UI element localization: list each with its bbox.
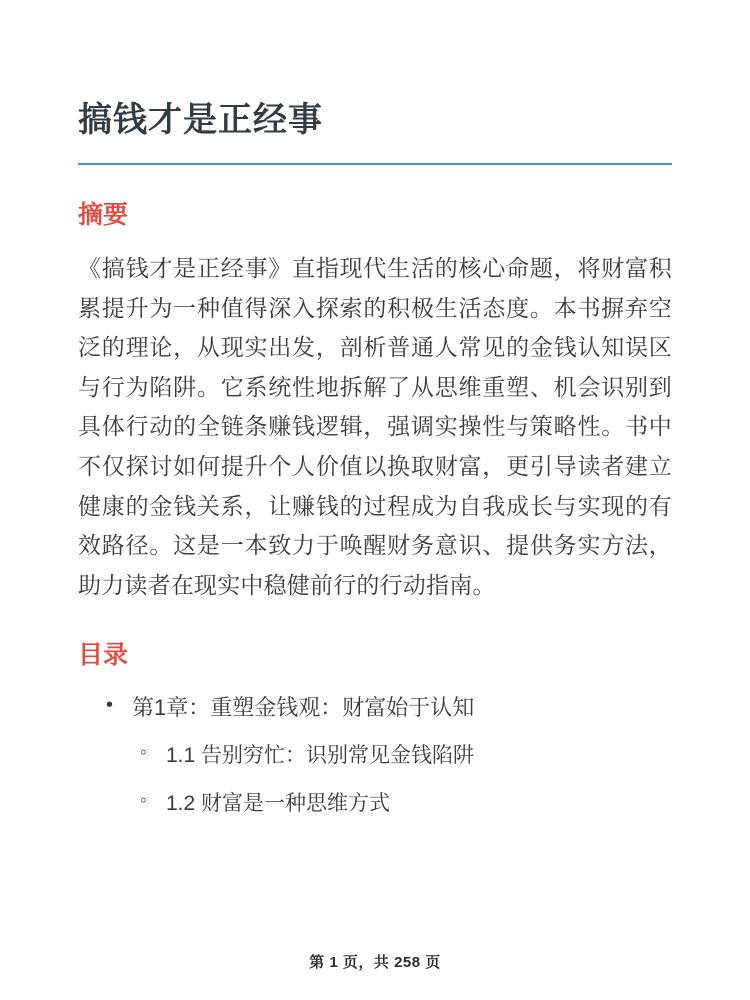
toc-entry-section-1-1[interactable]: ◦ 1.1 告别穷忙：识别常见金钱陷阱 <box>140 739 672 773</box>
toc-heading: 目录 <box>78 641 129 670</box>
toc-entry-section-1-2[interactable]: ◦ 1.2 财富是一种思维方式 <box>140 787 672 821</box>
page-title: 搞钱才是正经事 <box>78 101 323 139</box>
title-divider <box>78 163 672 165</box>
page-footer: 第 1 页，共 258 页 <box>309 954 441 971</box>
table-of-contents <box>78 690 672 820</box>
toc-entry-chapter-1[interactable]: • 第1章：重塑金钱观：财富始于认知 <box>106 690 672 725</box>
abstract-heading: 摘要 <box>78 200 129 229</box>
abstract-body: 《搞钱才是正经事》直指现代生活的核心命题，将财富积累提升为一种值得深入探索的积极生活态度。本书摒弃空泛的理论，从现实出发，剖析普通人常见的金钱认知误区与行为陷阱。它系统性地拆解了从思维重塑、机会识别到具体行动的全链条赚钱逻辑，强调实操性与策略性。书中不仅探讨如何提升个人价值以换取财富，更引导读者建立健康的金钱关系，让赚钱的过程成为自我成长与实现的有效路径。这是一本致力于唤醒财务意识、提供务实方法，助力读者在现实中稳健前行的行动指南。 <box>78 255 672 598</box>
